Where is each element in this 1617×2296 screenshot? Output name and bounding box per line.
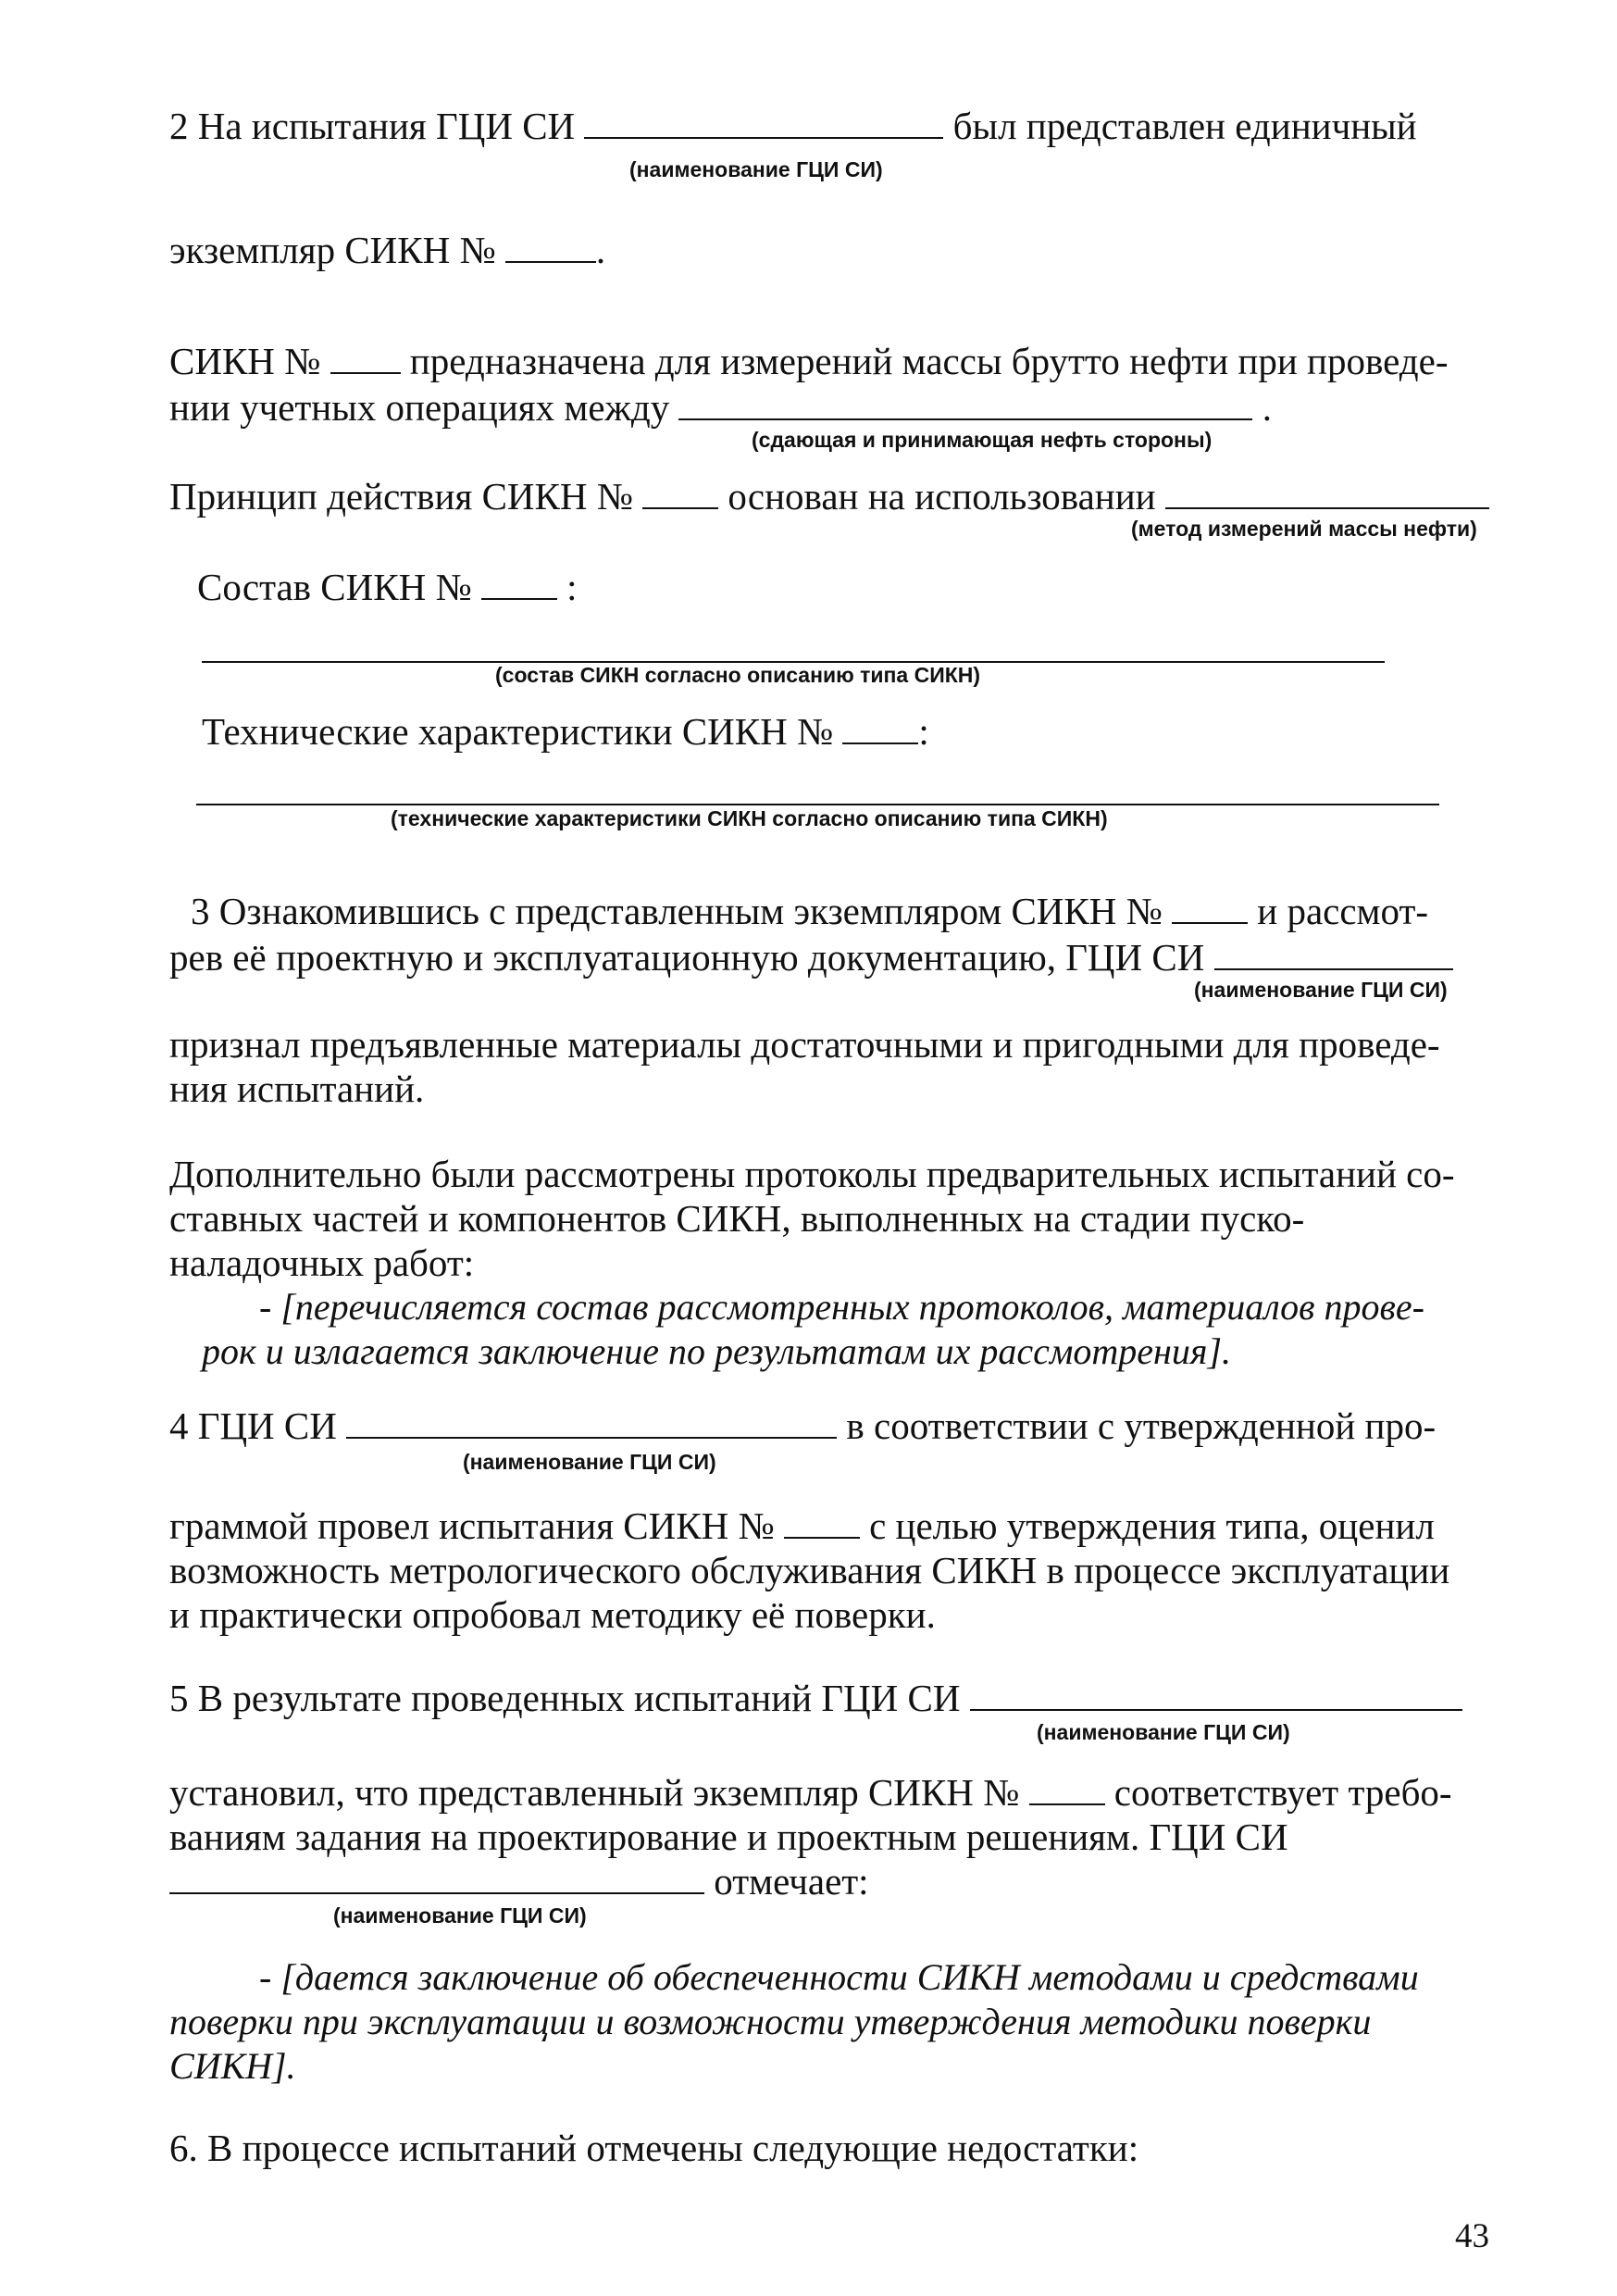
sec3-line5: Дополнительно были рассмотрены протоколы предварительных испытаний со- — [169, 1153, 1455, 1195]
sec2-line5 — [169, 474, 1489, 518]
number-blank — [842, 711, 918, 744]
number-blank — [642, 476, 718, 509]
sec4-line4: и практически опробовал методику её поверки. — [169, 1593, 936, 1636]
colon: : — [918, 710, 929, 753]
caption: (сдающая и принимающая нефть стороны) — [752, 428, 1213, 452]
sec5-line1 — [169, 1676, 1462, 1720]
colon: : — [566, 566, 578, 608]
number-blank — [784, 1505, 860, 1539]
sec5-italic-line1: - [дается заключение об обеспеченности СИКН методами и средствами — [259, 1956, 1419, 1998]
number-blank — [481, 567, 557, 600]
sec5-line2 — [169, 1770, 1452, 1815]
sec4-line1 — [169, 1404, 1436, 1448]
sec4-line2 — [169, 1504, 1435, 1548]
sec5-text: установил, что представленный экземпляр СИКН № — [169, 1771, 1020, 1814]
sec2-text: Принцип действия СИКН № — [169, 475, 633, 518]
method-blank — [1165, 476, 1489, 509]
caption: (наименование ГЦИ СИ) — [333, 1903, 587, 1928]
caption: (состав СИКН согласно описанию типа СИКН) — [495, 663, 981, 687]
caption: (наименование ГЦИ СИ) — [629, 157, 883, 181]
number-blank — [1029, 1772, 1105, 1805]
sec2-text: предназначена для измерений массы брутто нефти при проведе- — [409, 340, 1449, 382]
caption: (наименование ГЦИ СИ) — [463, 1450, 716, 1474]
period: . — [1262, 386, 1272, 429]
sec2-text: основан на использовании — [728, 475, 1156, 518]
sec2-text: нии учетных операциях между — [169, 386, 670, 429]
sec3-text: и рассмот- — [1257, 890, 1429, 932]
caption: (наименование ГЦИ СИ) — [1037, 1720, 1290, 1744]
sec5-text: отмечает: — [714, 1860, 869, 1903]
sec3-text: рев её проектную и эксплуатационную документацию, ГЦИ СИ — [169, 936, 1205, 979]
sec5-italic-line3: СИКН]. — [169, 2045, 296, 2087]
sec2-text: Состав СИКН № — [197, 566, 472, 608]
caption: (метод измерений массы нефти) — [1131, 517, 1477, 541]
sec2-line6 — [197, 565, 577, 609]
sec3-italic-line2: рок и излагается заключение по результатам их рассмотрения]. — [202, 1330, 1232, 1372]
number-blank — [505, 230, 596, 263]
name-blank — [1214, 937, 1453, 970]
sec2-text: Технические характеристики СИКН № — [202, 710, 834, 753]
sec5-italic-line2: поверки при эксплуатации и возможности утверждения методики поверки — [169, 2001, 1372, 2042]
sec2-text: 2 На испытания ГЦИ СИ — [169, 105, 576, 147]
sec3-line6: ставных частей и компонентов СИКН, выполненных на стадии пуско- — [169, 1197, 1305, 1240]
name-blank — [346, 1405, 837, 1439]
caption: (наименование ГЦИ СИ) — [1194, 978, 1448, 1002]
number-blank — [330, 341, 401, 374]
sec3-italic-line1: - [перечисляется состав рассмотренных протоколов, материалов прове- — [259, 1286, 1424, 1328]
sec3-line4: ния испытаний. — [169, 1067, 425, 1110]
page-number: 43 — [1455, 2217, 1489, 2255]
sec4-text: 4 ГЦИ СИ — [169, 1404, 337, 1447]
sec4-text: в соответствии с утвержденной про- — [846, 1404, 1437, 1447]
sec4-line3: возможность метрологического обслуживания СИКН в процессе эксплуатации — [169, 1549, 1450, 1591]
specs-blank — [196, 804, 1439, 805]
sec3-line2 — [169, 935, 1453, 980]
sec2-text: экземпляр СИКН № — [169, 229, 496, 271]
sec3-line1 — [191, 889, 1428, 933]
sec2-text: был представлен единичный — [952, 105, 1417, 147]
caption: (технические характеристики СИКН согласно описанию типа СИКН) — [391, 806, 1108, 830]
name-blank — [584, 106, 943, 139]
sec3-line7: наладочных работ: — [169, 1242, 475, 1284]
period: . — [595, 229, 606, 271]
sec2-line2 — [169, 228, 605, 272]
sec4-text: с целью утверждения типа, оценил — [869, 1504, 1435, 1547]
sec6-line1: 6. В процессе испытаний отмечены следующие недостатки: — [169, 2127, 1139, 2169]
sec2-line3 — [169, 339, 1448, 383]
sec5-line3: ваниям задания на проектирование и проектным решениям. ГЦИ СИ — [169, 1816, 1288, 1858]
number-blank — [1172, 891, 1248, 924]
name-blank — [970, 1678, 1462, 1711]
sec3-line3: признал предъявленные материалы достаточными и пригодными для проведе- — [169, 1023, 1440, 1066]
sec2-line7 — [202, 709, 929, 754]
sec2-line1 — [169, 104, 1417, 148]
sec3-text: 3 Ознакомившись с представленным экземпляром СИКН № — [191, 890, 1163, 932]
parties-blank — [678, 387, 1252, 420]
sec5-text: соответствует требо- — [1113, 1771, 1452, 1814]
sec5-line4 — [169, 1859, 869, 1903]
name-blank — [169, 1861, 704, 1894]
sec4-text: граммой провел испытания СИКН № — [169, 1504, 775, 1547]
sec2-line4 — [169, 385, 1272, 430]
sec5-text: 5 В результате проведенных испытаний ГЦИ СИ — [169, 1677, 961, 1719]
sec2-text: СИКН № — [169, 340, 321, 382]
